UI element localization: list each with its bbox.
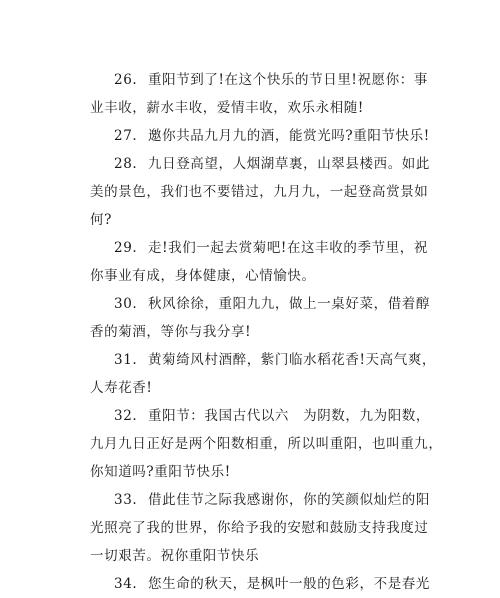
list-item — [90, 150, 430, 234]
entry-continuation-line — [90, 458, 430, 486]
entry-continuation-line — [90, 94, 430, 122]
list-item — [90, 234, 430, 290]
entry-first-line — [90, 570, 430, 598]
entry-continuation-line — [90, 374, 430, 402]
entry-text: 走!我们一起去赏菊吧!在这丰收的季节里，祝 — [148, 240, 428, 256]
entry-number: 34. — [114, 576, 138, 592]
entry-number: 29. — [114, 240, 138, 256]
entry-text: 重阳节到了!在这个快乐的节日里!祝愿你：事 — [148, 72, 428, 88]
list-item — [90, 66, 430, 122]
list-item — [90, 346, 437, 402]
entry-continuation-line — [90, 178, 430, 206]
entry-text: 你知道吗?重阳节快乐! — [90, 464, 231, 480]
entry-text: 秋风徐徐，重阳九九，做上一桌好菜，借着醇 — [148, 296, 430, 312]
entry-text: 人寿花香! — [90, 380, 153, 396]
entry-number: 32. — [114, 408, 138, 424]
entry-number: 27. — [114, 128, 138, 144]
list-item — [90, 570, 430, 598]
entry-text: 黄菊绮风村酒醉，紫门临水稻花香!天高气爽， — [148, 352, 437, 368]
entry-text: 重阳节：我国古代以六 为阴数，九为阳数， — [148, 408, 430, 424]
list-item — [90, 486, 430, 570]
entry-text: 九日登高望，人烟湖草裏，山翠县楼西。如此 — [148, 156, 430, 172]
entry-text: 一切艰苦。祝你重阳节快乐 — [90, 548, 260, 564]
list-item — [90, 290, 430, 346]
entry-first-line — [90, 346, 437, 374]
entry-continuation-line — [90, 430, 443, 458]
entry-text: 邀你共品九月九的酒，能赏光吗?重阳节快乐! — [148, 128, 430, 144]
entry-text: 光照亮了我的世界，你给予我的安慰和鼓励支持我度过 — [90, 520, 429, 536]
entry-first-line — [90, 122, 430, 150]
list-item — [90, 402, 443, 486]
entry-text: 香的菊酒，等你与我分享! — [90, 324, 252, 340]
entry-first-line — [90, 486, 430, 514]
entry-number: 31. — [114, 352, 138, 368]
entry-text: 何? — [90, 212, 112, 228]
list-item — [90, 122, 430, 150]
entry-text: 九月九日正好是两个阳数相重，所以叫重阳，也叫重九， — [90, 436, 443, 452]
document-body — [90, 66, 443, 598]
entry-number: 30. — [114, 296, 138, 312]
entry-text: 你事业有成，身体健康，心情愉快。 — [90, 268, 316, 284]
entry-number: 28. — [114, 156, 138, 172]
entry-first-line — [90, 234, 430, 262]
entry-text: 您生命的秋天，是枫叶一般的色彩，不是春光 — [148, 576, 430, 592]
entry-first-line — [90, 402, 430, 430]
entry-first-line — [90, 150, 430, 178]
entry-text: 美的景色，我们也不要错过，九月九，一起登高赏景如 — [90, 184, 429, 200]
entry-continuation-line — [90, 318, 430, 346]
entry-continuation-line — [90, 206, 430, 234]
entry-continuation-line — [90, 262, 430, 290]
entry-number: 26. — [114, 72, 138, 88]
entry-text: 业丰收，薪水丰收，爱情丰收，欢乐永相随! — [90, 100, 364, 116]
entry-number: 33. — [114, 492, 138, 508]
entry-text: 借此佳节之际我感谢你，你的笑颜似灿烂的阳 — [148, 492, 430, 508]
entry-continuation-line — [90, 514, 430, 542]
entry-first-line — [90, 66, 430, 94]
entry-first-line — [90, 290, 430, 318]
